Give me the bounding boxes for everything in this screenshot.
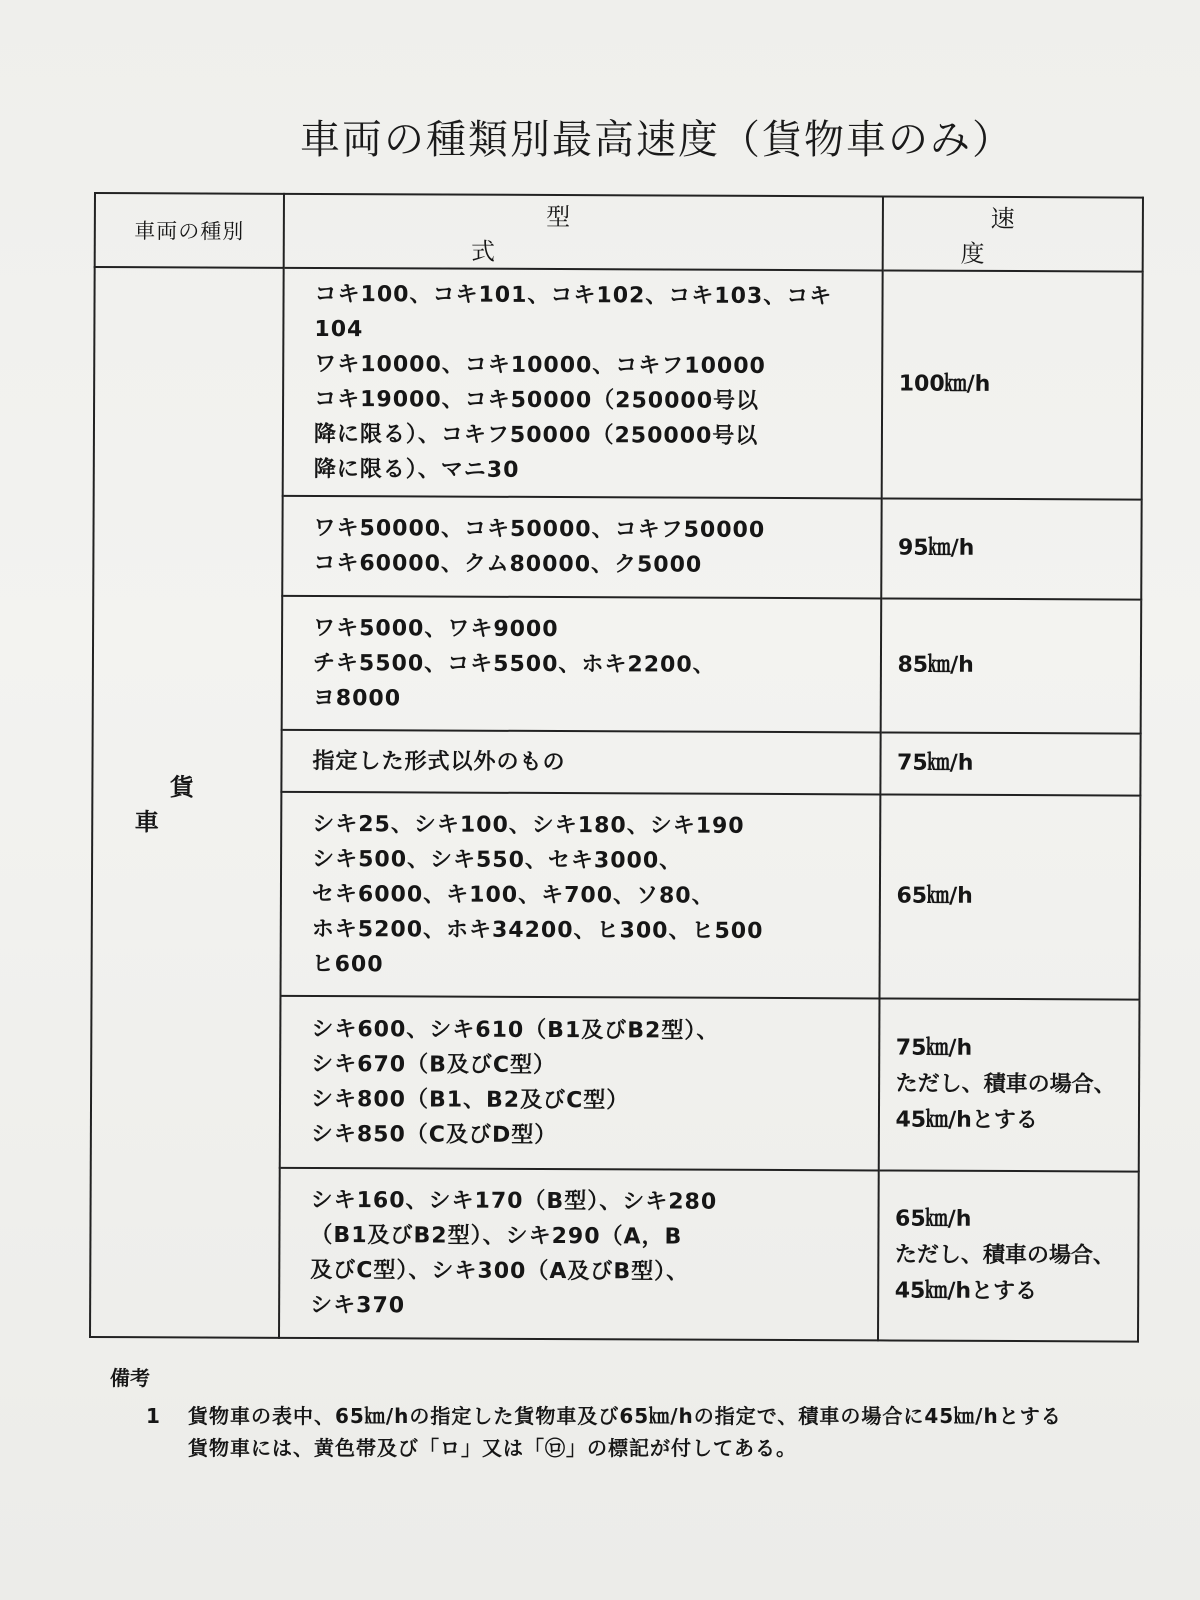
speed-cell: 65㎞/h ただし、積車の場合、45㎞/hとする: [878, 1170, 1139, 1341]
speed-table: [89, 192, 1199, 1343]
table-header-row: [95, 193, 1143, 272]
header-kind: 車両の種別: [95, 193, 284, 268]
speed-cell: 100㎞/h: [881, 270, 1142, 499]
header-speed: 速 度: [882, 196, 1143, 271]
model-cell: 指定した形式以外のもの: [281, 730, 880, 795]
model-cell: コキ100、コキ101、コキ102、コキ103、コキ104 ワキ10000、コキ10000、コキフ10000 コキ19000、コキ50000（250000号以 降に限る）、コキフ50000（250000号以 降に限る）、マニ30: [283, 268, 883, 499]
remark-text: 貨物車の表中、65㎞/hの指定した貨物車及び65㎞/hの指定で、積車の場合に45㎞/hとする貨物車には、黄色帯及び「ロ」又は「㋺」の標記が付してある。: [188, 1404, 1062, 1460]
model-cell: シキ25、シキ100、シキ180、シキ190 シキ500、シキ550、セキ3000、 セキ6000、キ100、キ700、ソ80、 ホキ5200、ホキ34200、ヒ300、ヒ500 ヒ600: [281, 792, 880, 999]
model-cell: シキ600、シキ610（B1及びB2型）、 シキ670（B及びC型） シキ800（B1、B2及びC型） シキ850（C及びD型）: [280, 996, 879, 1171]
speed-cell: 75㎞/h: [880, 732, 1141, 795]
model-cell: ワキ5000、ワキ9000 チキ5500、コキ5500、ホキ2200、 ヨ8000: [282, 596, 881, 733]
remarks-heading: 備考: [110, 1366, 150, 1390]
speed-cell: 75㎞/h ただし、積車の場合、45㎞/hとする: [878, 998, 1139, 1171]
model-cell: シキ160、シキ170（B型）、シキ280 （B1及びB2型）、シキ290（A，B 及びC型）、シキ300（A及びB型）、 シキ370: [279, 1168, 878, 1341]
table-row: [94, 267, 1143, 500]
model-cell: ワキ50000、コキ50000、コキフ50000 コキ60000、クム80000、ク5000: [282, 496, 881, 599]
kind-cell: 貨 車: [90, 267, 284, 1338]
remark-item: [110, 1400, 1070, 1464]
page-title: 車両の種類別最高速度（貨物車のみ）: [300, 117, 1014, 163]
speed-cell: 95㎞/h: [881, 498, 1142, 599]
remarks-section: [110, 1362, 1070, 1464]
speed-cell: 85㎞/h: [880, 598, 1141, 733]
speed-cell: 65㎞/h: [879, 794, 1140, 999]
remark-number: 1: [146, 1404, 160, 1428]
header-model: 型 式: [284, 194, 883, 271]
